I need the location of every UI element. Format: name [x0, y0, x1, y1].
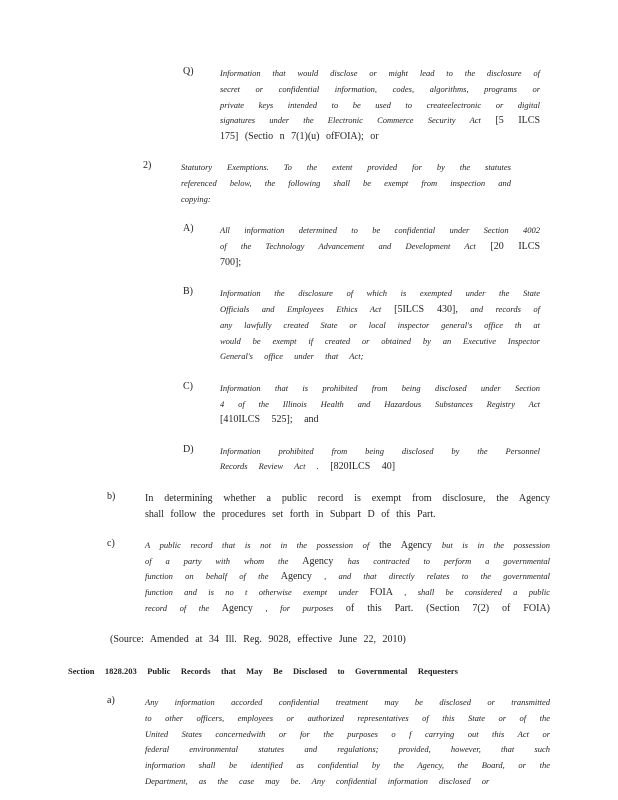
- text-segment: , for purposes: [252, 603, 346, 614]
- text-line: [220, 396, 540, 412]
- text-segment: [410ILCS 525]; and: [220, 414, 319, 426]
- item-a: [0, 694, 618, 789]
- item-D-label: D): [183, 443, 194, 455]
- text-segment: federal environmental statutes and regulations; provided, however, that such: [145, 744, 550, 755]
- text-line: [145, 710, 550, 726]
- text-segment: any lawfully created State or local inspector general's office th at: [220, 319, 540, 330]
- text-segment: Statutory Exemptions. To the extent provided for by the statutes: [181, 162, 511, 173]
- item-D: [0, 443, 618, 475]
- text-segment: signatures under the Electronic Commerce Security Act: [220, 115, 481, 126]
- item-2-label: 2): [143, 160, 152, 172]
- text-segment: information shall be identified as confidential by the Agency, the Board, or the: [145, 760, 550, 771]
- text-line: [220, 301, 540, 317]
- text-line: [220, 97, 540, 113]
- text-segment: Agency: [280, 571, 312, 583]
- text-segment: [820ILCS 40]: [318, 461, 396, 473]
- item-C: [0, 380, 618, 427]
- text-line: [220, 317, 540, 333]
- text-line: [220, 254, 540, 270]
- text-segment: A public record that is not in the possession of: [145, 539, 370, 550]
- text-segment: secret or confidential information, codes, algorithms, programs or: [220, 83, 540, 94]
- text-segment: 175] (Sectio n 7(1)(u) ofFOIA); or: [220, 131, 379, 143]
- item-B: [0, 285, 618, 364]
- text-line: [220, 411, 540, 427]
- text-segment: (Source: Amended at 34 Ill. Reg. 9028, effective June 22, 2010): [110, 634, 406, 646]
- text-segment: private keys intended to be used to createelectronic or digital: [220, 99, 540, 110]
- text-segment: Agency: [302, 555, 348, 567]
- section-heading: [0, 663, 618, 679]
- text-line: [145, 506, 550, 522]
- text-segment: Department, as the case may be. Any confidential information disclosed or: [145, 775, 490, 786]
- text-segment: , and that directly relates to the governmental: [311, 571, 550, 582]
- text-segment: [20 ILCS: [475, 241, 541, 253]
- item-B-text: [220, 285, 540, 364]
- text-line: [145, 490, 550, 506]
- item-2: [0, 159, 618, 206]
- item-D-text: [220, 443, 540, 475]
- text-line: [145, 757, 550, 773]
- text-line: [145, 553, 550, 569]
- text-segment: [5 ILCS: [480, 115, 540, 127]
- item-Q-text: [220, 65, 540, 144]
- text-segment: Agency: [221, 603, 253, 615]
- text-segment: but is in the possession: [441, 539, 550, 550]
- text-segment: United States concernedwith or for the purposes o f carrying out this Act or: [145, 728, 550, 739]
- source-note-text: [110, 631, 510, 647]
- text-line: [145, 537, 550, 553]
- text-line: [68, 663, 458, 679]
- text-line: [220, 81, 540, 97]
- text-segment: and records of: [457, 304, 541, 315]
- text-segment: All information determined to be confidential under Section 4002: [220, 225, 540, 236]
- text-line: [145, 584, 550, 600]
- text-line: [145, 568, 550, 584]
- text-line: [220, 128, 540, 144]
- text-segment: 4 of the Illinois Health and Hazardous Substances Registry Act: [220, 398, 540, 409]
- text-segment: function on behalf of the: [145, 571, 281, 582]
- text-segment: shall follow the procedures set forth in Subpart D of this Part.: [145, 508, 436, 520]
- text-segment: Section 1828.203 Public Records that May Be Disclosed to Governmental Requesters: [68, 665, 458, 676]
- item-A: [0, 222, 618, 269]
- item-A-label: A): [183, 223, 194, 235]
- item-2-text: [181, 159, 511, 206]
- item-c-label: c): [107, 537, 115, 549]
- item-A-text: [220, 222, 540, 269]
- text-line: [220, 333, 540, 349]
- text-line: [220, 348, 540, 364]
- text-segment: the Agency: [369, 539, 442, 551]
- text-line: [181, 175, 511, 191]
- text-segment: 700];: [220, 256, 242, 268]
- text-line: [220, 285, 540, 301]
- text-segment: Records Review Act .: [220, 461, 319, 472]
- text-segment: of this Part. (Section 7(2) of FOIA): [345, 603, 550, 615]
- item-Q-label: Q): [183, 66, 194, 77]
- text-line: [220, 238, 540, 254]
- text-segment: Information the disclosure of which is exempted under the State: [220, 288, 540, 299]
- text-line: [145, 726, 550, 742]
- text-segment: Any information accorded confidential treatment may be disclosed or transmitted: [145, 696, 550, 707]
- text-segment: function and is no t otherwise exempt under: [145, 587, 370, 598]
- text-line: [181, 159, 511, 175]
- text-line: [181, 191, 511, 207]
- section-heading-text: [68, 663, 458, 679]
- item-a-label: a): [107, 694, 115, 706]
- text-segment: FOIA: [369, 587, 393, 599]
- text-segment: has contracted to perform a governmental: [347, 555, 550, 566]
- text-line: [145, 694, 550, 710]
- item-C-text: [220, 380, 540, 427]
- item-c: [0, 537, 618, 616]
- item-c-text: [145, 537, 550, 616]
- text-segment: of the Technology Advancement and Development Act: [220, 241, 476, 252]
- text-segment: Information prohibited from being disclosed by the Personnel: [220, 445, 540, 456]
- text-segment: , shall be considered a public: [392, 587, 550, 598]
- item-Q: [0, 65, 618, 144]
- text-line: [145, 741, 550, 757]
- text-segment: [5ILCS 430],: [381, 304, 458, 316]
- text-segment: referenced below, the following shall be exempt from inspection and: [181, 178, 511, 189]
- text-segment: Officials and Employees Ethics Act: [220, 304, 382, 315]
- source-note: [0, 631, 618, 647]
- text-segment: Information that would disclose or might lead to the disclosure of: [220, 68, 540, 78]
- item-b-label: b): [107, 490, 116, 502]
- text-line: [220, 112, 540, 128]
- text-segment: would be exempt if created or obtained by an Executive Inspector: [220, 335, 540, 346]
- text-line: [220, 443, 540, 459]
- text-segment: In determining whether a public record is exempt from disclosure, the Agency: [145, 492, 550, 504]
- text-line: [220, 380, 540, 396]
- item-B-label: B): [183, 286, 193, 298]
- item-b: [0, 490, 618, 522]
- text-line: [145, 600, 550, 616]
- item-C-label: C): [183, 380, 193, 392]
- text-segment: General's office under that Act;: [220, 351, 364, 362]
- text-segment: copying:: [181, 194, 211, 205]
- text-segment: to other officers, employees or authorized representatives of this State or of the: [145, 712, 550, 723]
- text-segment: Information that is prohibited from being disclosed under Section: [220, 382, 540, 393]
- text-segment: of a party with whom the: [145, 555, 303, 566]
- text-segment: record of the: [145, 603, 222, 614]
- text-line: [220, 222, 540, 238]
- text-line: [145, 773, 550, 789]
- item-b-text: [145, 490, 550, 522]
- text-line: [110, 631, 510, 647]
- text-line: [220, 65, 540, 81]
- text-line: [220, 458, 540, 474]
- item-a-text: [145, 694, 550, 789]
